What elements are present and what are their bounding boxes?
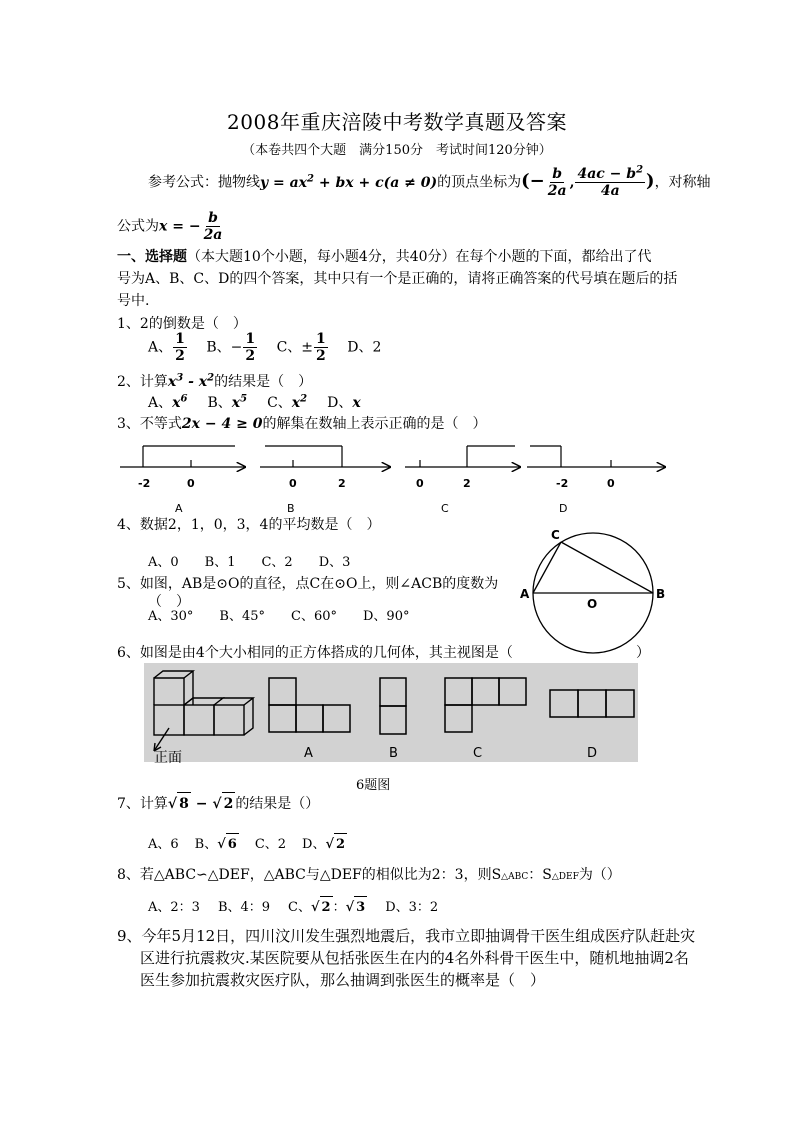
tick-label: 2 (338, 477, 346, 490)
q6-stem: 6、如图是由4个大小相同的正方体搭成的几何体，其主视图是（ (117, 645, 513, 661)
page-title: 2008年重庆涪陵中考数学真题及答案 (227, 110, 567, 134)
point-b-label: B (656, 587, 666, 601)
option-label-b: B (389, 746, 398, 761)
section1-intro-line3: 号中. (117, 293, 150, 309)
q2-options: A、$x^6$ B、$x^5$ C、$x^2$ D、x (148, 393, 361, 411)
tick-label: 0 (416, 477, 424, 490)
number-line-a (120, 446, 245, 515)
front-label: 正面 (154, 750, 182, 766)
axis-fraction: $\frac{b}{2a}$ (203, 210, 223, 243)
option-a-view (269, 678, 350, 732)
tick-label: 0 (607, 477, 615, 490)
page-subtitle: （本卷共四个大题 满分150分 考试时间120分钟） (242, 143, 552, 158)
point-o-label: O (587, 597, 598, 611)
number-line-c (405, 446, 520, 515)
tick-label: 0 (187, 477, 195, 490)
option-label-a: A (175, 502, 183, 515)
q6-cube-drawings (144, 663, 638, 762)
section1-intro-line1: 一、选择题（本大题10个小题，每小题4分，共40分）在每个小题的下面，都给出了代 (117, 249, 652, 265)
q4-options: A、0 B、1 C、2 D、3 (148, 555, 351, 570)
vertex-y-fraction: $\frac{4ac - b^2}{4a}$ (577, 164, 644, 199)
q9-line1: 9、今年5月12日，四川汶川发生强烈地震后，我市立即抽调骨干医生组成医疗队赶赴灾 (117, 927, 696, 945)
q5-stem-line2: （ ） (148, 594, 190, 610)
q7-options: A、6 B、√ 6 C、2 D、√ 2 (148, 833, 347, 856)
option-label-b: B (287, 502, 295, 515)
number-line-d (527, 446, 665, 515)
q1-options: A、 $\frac{1}{2}$ B、− $\frac{1}{2}$ C、± $\frac{1}{2}$ D、2 (148, 331, 382, 364)
q3-stem: 3、不等式2x − 4 ≥ 0的解集在数轴上表示正确的是（ ） (117, 416, 487, 432)
q9-line2: 区进行抗震救灾.某医院要从包括张医生在内的4名外科骨干医生中，随机地抽调2名 (140, 949, 689, 967)
q5-stem-line1: 5、如图，AB是⊙O的直径，点C在⊙O上，则∠ACB的度数为 (117, 576, 499, 592)
tick-label: -2 (556, 477, 569, 490)
vertex-x-fraction: $\frac{b}{2a}$ (547, 166, 567, 199)
q5-circle-figure (513, 522, 673, 662)
q3-number-lines (115, 436, 675, 518)
q6-stem-close: ） (636, 645, 650, 661)
q9-line3: 医生参加抗震救灾医疗队，那么抽调到张医生的概率是（ ） (140, 971, 546, 989)
option-d-view (550, 690, 634, 717)
option-b-view (380, 678, 406, 734)
tick-label: 2 (463, 477, 471, 490)
number-line-b (260, 446, 390, 515)
option-label-c: C (473, 746, 483, 761)
option-c-view (445, 678, 526, 732)
point-c-label: C (551, 528, 560, 542)
q2-stem: 2、计算$x^3 - x^2$的结果是（ ） (117, 372, 313, 390)
parabola-equation: $y = ax^2$ + bx + c(a ≠ 0) (260, 172, 438, 191)
tick-label: 0 (289, 477, 297, 490)
q4-stem: 4、数据2，1，0，3，4的平均数是（ ） (117, 517, 381, 533)
q7-stem: 7、计算√ 8 − √ 2 的结果是（） (117, 792, 319, 815)
q6-figure-caption: 6题图 (356, 778, 391, 793)
point-a-label: A (520, 587, 530, 601)
q1-stem: 1、2的倒数是（ ） (117, 316, 247, 332)
option-label-a: A (304, 746, 313, 761)
option-label-c: C (441, 502, 449, 515)
q8-stem: 8、若△ABC∽△DEF，△ABC与△DEF的相似比为2：3，则S△ABC：S△DEF为（） (117, 867, 621, 883)
option-label-d: D (587, 746, 598, 761)
axis-formula: 公式为x = − $\frac{b}{2a}$ (117, 210, 223, 243)
reference-formula: 参考公式：抛物线$y = ax^2$ + bx + c(a ≠ 0)的顶点坐标为(− $\frac{b}{2a}$ , $\frac{4ac - b^2}{4a}$ )，对称轴 (148, 164, 711, 199)
q5-options: A、30° B、45° C、60° D、90° (148, 609, 410, 624)
section1-intro-line2: 号为A、B、C、D的四个答案，其中只有一个是正确的，请将正确答案的代号填在题后的括 (117, 271, 678, 287)
q6-figure-panel (144, 663, 638, 766)
q8-options: A、2：3 B、4：9 C、√ 2 ：√ 3 D、3：2 (148, 896, 438, 919)
option-label-d: D (559, 502, 568, 515)
tick-label: -2 (138, 477, 151, 490)
cube-solid (154, 671, 253, 751)
